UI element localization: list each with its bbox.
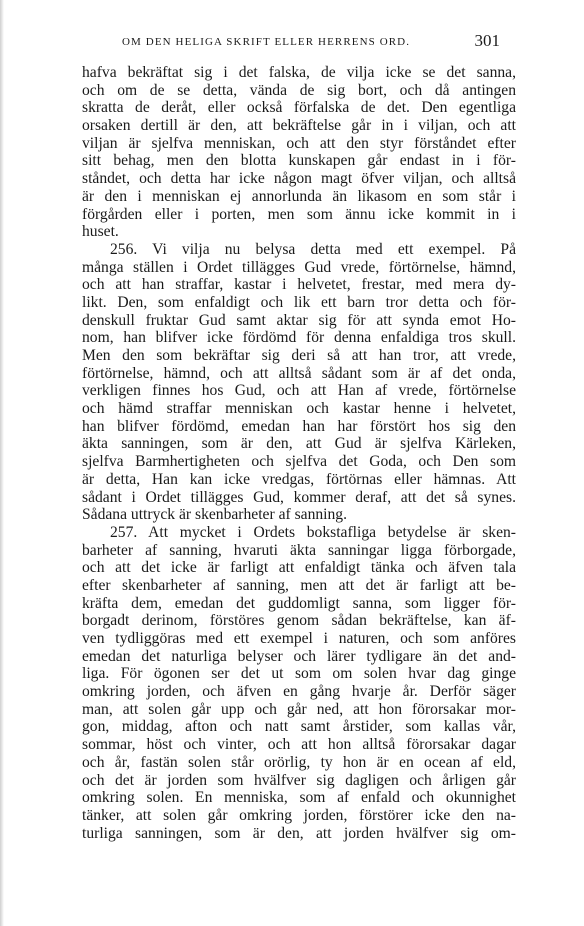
text-line: och att det icke är farligt att enfaldigt tänka och äfven tala <box>82 559 516 577</box>
text-line: sommar, höst och vinter, och att hon alltså förorsakar dagar <box>82 736 516 754</box>
text-line: borgadt derinom, förstöres genom sådan bekräftelse, kan äf- <box>82 612 516 630</box>
text-line: denskull fruktar Gud samt aktar sig för att synda emot Ho- <box>82 311 516 329</box>
text-line: nom, han blifver icke fördömd för denna enfaldiga tros skull. <box>82 329 516 347</box>
page-header <box>82 30 502 54</box>
text-line: skratta de deråt, eller också förfalska de det. Den egentliga <box>82 99 516 117</box>
text-line: ståndet, och detta har icke någon magt öfver viljan, och alltså <box>82 170 516 188</box>
text-line: och hämd straffar menniskan och kastar henne i helvetet, <box>82 400 516 418</box>
text-line: barheter af sanning, hvaruti äkta sanningar ligga förborgade, <box>82 541 516 559</box>
page-number: 301 <box>474 31 500 50</box>
text-line: omkring solen. En menniska, som af enfald och okunnighet <box>82 789 516 807</box>
text-line: sitt behag, men den blotta kunskapen går endast in i för- <box>82 152 516 170</box>
body-text <box>82 64 516 842</box>
text-line: turliga sanningen, som är den, att jorden hvälfver sig om- <box>82 824 516 842</box>
text-line: är den i menniskan ej annorlunda än likasom en som står i <box>82 187 516 205</box>
text-line: sådant i Ordet tillägges Gud, kommer deraf, att det så synes. <box>82 488 516 506</box>
text-line: liga. För ögonen ser det ut som om solen hvar dag ginge <box>82 665 516 683</box>
text-line: orsaken dertill är den, att bekräftelse går in i viljan, och att <box>82 117 516 135</box>
text-line: många ställen i Ordet tillägges Gud vrede, förtörnelse, hämnd, <box>82 258 516 276</box>
text-line: man, att solen går upp och går ned, att hon förorsakar mor- <box>82 700 516 718</box>
text-line: huset. <box>82 223 119 241</box>
text-line: och att han straffar, kastar i helvetet, frestar, med mera dy- <box>82 276 516 294</box>
text-line: gon, middag, afton och natt samt årstider, som kallas vår, <box>82 718 516 736</box>
text-line: viljan är sjelfva menniskan, och att den styr förståndet efter <box>82 134 516 152</box>
text-line: förgården eller i porten, men som ännu icke kommit in i <box>82 205 516 223</box>
text-line: förtörnelse, hämnd, och att alltså sådant som är af det onda, <box>82 364 516 382</box>
text-line: efter skenbarheter af sanning, men att det är farligt att be- <box>82 576 516 594</box>
text-line: och år, fastän solen står orörlig, ty hon är en ocean af eld, <box>82 753 516 771</box>
page-edge-shadow <box>0 0 4 926</box>
text-line: ven tydliggöras med ett exempel i naturen, och som anföres <box>82 630 516 647</box>
text-line: han blifver fördömd, emedan han har förstört hos sig den <box>82 417 516 435</box>
text-line: Sådana uttryck är skenbarheter af sanning. <box>82 506 347 524</box>
text-line: omkring jorden, och äfven en gång hvarje år. Derför säger <box>82 683 516 701</box>
text-line: hafva bekräftat sig i det falska, de vilja icke se det sanna, <box>82 64 516 81</box>
text-line: verkligen finnes hos Gud, och att Han af vrede, förtörnelse <box>82 382 516 400</box>
text-line: äkta sanningen, som är den, att Gud är sjelfva Kärleken, <box>82 435 516 453</box>
running-title: OM DEN HELIGA SKRIFT ELLER HERRENS ORD. <box>122 36 411 48</box>
text-line: kräfta dem, emedan det guddomligt sanna, som ligger för- <box>82 594 516 612</box>
text-line: sjelfva Barmhertigheten och sjelfva det Goda, och Den som <box>82 453 516 471</box>
text-line: är detta, Han kan icke vredgas, förtörnas eller hämnas. Att <box>82 470 516 488</box>
text-line: Men den som bekräftar sig deri så att han tror, att vrede, <box>82 347 516 364</box>
text-line: emedan det naturliga belyser och lärer tydligare än det and- <box>82 647 516 665</box>
text-line: och det är jorden som hvälfver sig dagligen och årligen går <box>82 771 516 789</box>
text-line: och om de se detta, vända de sig bort, och då antingen <box>82 81 516 99</box>
text-line: tänker, att solen går omkring jorden, förstörer icke den na- <box>82 806 516 824</box>
text-line: 256. Vi vilja nu belysa detta med ett exempel. På <box>110 240 516 258</box>
text-line: 257. Att mycket i Ordets bokstafliga betydelse är sken- <box>110 523 516 541</box>
text-line: likt. Den, som enfaldigt och lik ett barn tror detta och för- <box>82 293 516 311</box>
